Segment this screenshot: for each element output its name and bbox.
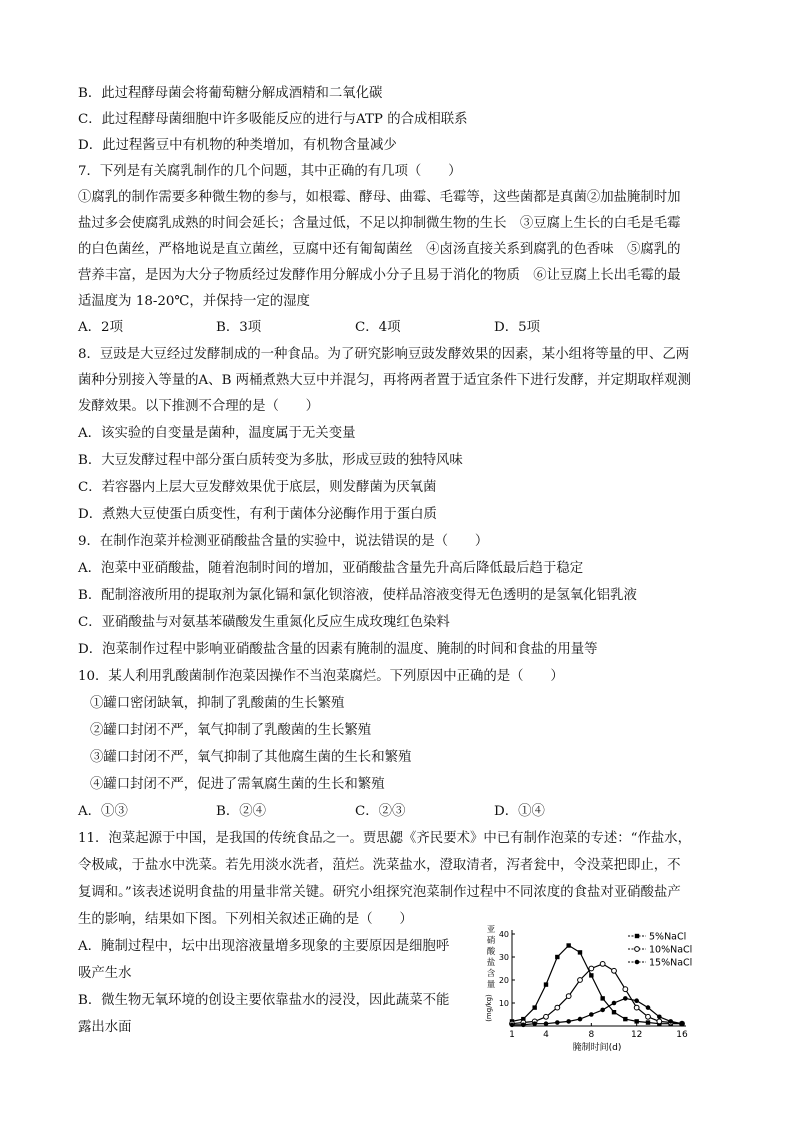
data-point-15pct <box>578 1017 583 1022</box>
q9-option-d: D．泡菜制作过程中影响亚硝酸盐含量的因素有腌制的温度、腌制的时间和食盐的用量等 <box>78 642 598 657</box>
data-point-10pct <box>623 987 628 992</box>
data-point-10pct <box>566 994 571 999</box>
legend-label: 5%NaCl <box>649 931 687 943</box>
q7-body-line: 盐过多会使腐乳成熟的时间会延长；含量过低，不足以抑制微生物的生长 ③豆腐上生长的白毛是毛霉 <box>78 216 681 231</box>
data-point-5pct <box>600 996 604 1000</box>
x-axis-label: 腌制时间(d) <box>572 1043 622 1052</box>
y-tick-label: 10 <box>498 999 509 1008</box>
y-tick-label: 20 <box>498 976 509 985</box>
q9-option-a: A．泡菜中亚硝酸盐，随着泡制时间的增加，亚硝酸盐含量先升高后降低最后趋于稳定 <box>78 561 584 576</box>
q10-option-a: A．①③ <box>78 804 128 819</box>
q10-stem: 10．某人利用乳酸菌制作泡菜因操作不当泡菜腐烂。下列原因中正确的是（ ） <box>78 669 564 684</box>
q11-stem-line: 复调和。”该表述说明食盐的用量非常关键。研究小组探究泡菜制作过程中不同浓度的食盐对亚硝酸盐产 <box>78 885 681 900</box>
data-point-10pct <box>589 966 594 971</box>
data-point-10pct <box>634 1005 639 1010</box>
q8-option-c: C．若容器内上层大豆发酵效果优于底层，则发酵菌为厌氧菌 <box>78 480 437 495</box>
data-point-15pct <box>521 1023 526 1028</box>
q8-option-a: A．该实验的自变量是菌种，温度属于无关变量 <box>78 426 356 441</box>
q7-option-b: B．3项 <box>216 320 262 335</box>
q11-option-a-line: 吸产生水 <box>78 966 132 981</box>
data-point-15pct <box>544 1021 549 1026</box>
q11-option-b-line: 露出水面 <box>78 1020 132 1035</box>
data-point-5pct <box>589 973 593 977</box>
legend-marker <box>635 934 639 938</box>
q8-option-b: B．大豆发酵过程中部分蛋白质转变为多肽，形成豆豉的独特风味 <box>78 453 463 468</box>
data-point-5pct <box>646 1020 650 1024</box>
y-tick-label: 30 <box>498 953 509 962</box>
data-point-10pct <box>555 1005 560 1010</box>
q11-stem-line: 令极咸，于盐水中洗菜。若先用淡水洗者，菹烂。洗菜盐水，澄取清者，泻者瓮中，令没菜把即止，不 <box>78 858 681 873</box>
y-axis-label-char: 盐 <box>486 958 496 968</box>
data-point-15pct <box>532 1021 537 1026</box>
data-point-15pct <box>566 1019 571 1024</box>
q11-option-b-line: B．微生物无氧环境的创设主要依靠盐水的浸没，因此蔬菜不能 <box>78 993 450 1008</box>
q10-option-d: D．①④ <box>494 804 545 819</box>
q10-item: ③罐口封闭不严，氧气抑制了其他腐生菌的生长和繁殖 <box>90 750 412 765</box>
q9-option-b: B．配制溶液所用的提取剂为氯化镉和氯化钡溶液，使样品溶液变得无色透明的是氢氧化铝乳液 <box>78 588 637 603</box>
q8-option-d: D．煮熟大豆使蛋白质变性，有利于菌体分泌酶作用于蛋白质 <box>78 507 437 522</box>
q8-stem-line: 发酵效果。以下推测不合理的是（ ） <box>78 399 320 414</box>
q9-stem: 9．在制作泡菜并检测亚硝酸盐含量的实验中，说法错误的是（ ） <box>78 534 489 549</box>
q11-stem-line: 11．泡菜起源于中国，是我国的传统食品之一。贾思勰《齐民要术》中已有制作泡菜的专述：“作盐水， <box>78 831 692 846</box>
q6-option-b: B．此过程酵母菌会将葡萄糖分解成酒精和二氧化碳 <box>78 86 383 101</box>
data-point-15pct <box>555 1020 560 1025</box>
nitrite-line-chart <box>480 922 716 1052</box>
q10-item: ②罐口封闭不严，氧气抑制了乳酸菌的生长繁殖 <box>90 723 372 738</box>
q7-body-line: 营养丰富，是因为大分子物质经过发酵作用分解成小分子且易于消化的物质 ⑥让豆腐上长出毛霉的最 <box>78 268 681 283</box>
y-axis-label-char: 亚 <box>486 925 496 935</box>
data-point-15pct <box>657 1015 662 1020</box>
data-point-5pct <box>634 1019 638 1023</box>
data-point-5pct <box>532 1005 536 1009</box>
data-point-5pct <box>566 943 570 947</box>
data-point-15pct <box>668 1019 673 1024</box>
y-tick-label: 40 <box>498 930 509 939</box>
y-axis-label-unit: (mg/kg) <box>485 994 493 1022</box>
data-point-5pct <box>612 1010 616 1014</box>
q8-stem-line: 菌种分别接入等量的A、B 两桶煮熟大豆中并混匀，再将两者置于适宜条件下进行发酵，并定期取样观测 <box>78 373 691 388</box>
legend-marker <box>635 947 640 952</box>
q10-option-c: C．②③ <box>355 804 406 819</box>
q7-option-c: C．4项 <box>355 320 401 335</box>
q11-option-a-line: A．腌制过程中，坛中出现溶液量增多现象的主要原因是细胞呼 <box>78 939 450 954</box>
x-tick-label: 12 <box>630 1030 643 1040</box>
data-point-15pct <box>589 1012 594 1017</box>
data-point-10pct <box>646 1014 651 1019</box>
data-point-5pct <box>555 955 559 959</box>
data-point-15pct <box>646 1005 651 1010</box>
data-point-10pct <box>612 968 617 973</box>
q7-option-d: D．5项 <box>494 320 541 335</box>
data-point-10pct <box>544 1014 549 1019</box>
data-point-5pct <box>623 1017 627 1021</box>
data-point-15pct <box>600 1008 605 1013</box>
y-axis-label-char: 硝 <box>486 936 496 946</box>
q8-stem-line: 8．豆豉是大豆经过发酵制成的一种食品。为了研究影响豆豉发酵效果的因素，某小组将等量的甲、乙两 <box>78 347 690 362</box>
legend-marker <box>635 960 640 965</box>
q7-body-line: 的白色菌丝，严格地说是直立菌丝，豆腐中还有匍匐菌丝 ④卤汤直接关系到腐乳的色香味 ⑤腐乳的 <box>78 242 681 257</box>
legend-label: 15%NaCl <box>649 957 693 969</box>
q7-stem: 7．下列是有关腐乳制作的几个问题，其中正确的有几项（ ） <box>78 164 462 179</box>
q11-stem-line: 生的影响，结果如下图。下列相关叙述正确的是（ ） <box>78 912 413 927</box>
legend-label: 10%NaCl <box>649 944 693 956</box>
data-point-15pct <box>623 996 628 1001</box>
data-point-10pct <box>600 962 605 967</box>
x-tick-label: 8 <box>588 1030 595 1040</box>
x-tick-label: 1 <box>509 1030 515 1040</box>
q7-body-line: 适温度为 18-20℃，并保持一定的湿度 <box>78 294 310 309</box>
data-point-15pct <box>510 1023 515 1028</box>
y-axis-label-char: 量 <box>486 980 496 990</box>
data-point-15pct <box>680 1021 685 1026</box>
data-point-10pct <box>578 978 583 983</box>
x-tick-label: 4 <box>543 1030 549 1040</box>
data-point-10pct <box>657 1019 662 1024</box>
data-point-5pct <box>578 950 582 954</box>
y-axis-label-char: 酸 <box>486 947 496 957</box>
x-tick-label: 16 <box>676 1030 688 1040</box>
q10-item: ④罐口封闭不严，促进了需氧腐生菌的生长和繁殖 <box>90 777 385 792</box>
q9-option-c: C．亚硝酸盐与对氨基苯磺酸发生重氮化反应生成玫瑰红色染料 <box>78 615 450 630</box>
data-point-15pct <box>612 1001 617 1006</box>
q6-option-c: C．此过程酵母菌细胞中许多吸能反应的进行与ATP 的合成相联系 <box>78 112 468 127</box>
q10-item: ①罐口密闭缺氧，抑制了乳酸菌的生长繁殖 <box>90 696 345 711</box>
q10-option-b: B．②④ <box>216 804 267 819</box>
q7-body-line: ①腐乳的制作需要多种微生物的参与，如根霉、酵母、曲霉、毛霉等，这些菌都是真菌②加盐腌制时加 <box>78 190 681 205</box>
q6-option-d: D．此过程酱豆中有机物的种类增加，有机物含量减少 <box>78 138 397 153</box>
data-point-5pct <box>544 982 548 986</box>
data-point-15pct <box>634 998 639 1003</box>
q7-option-a: A．2项 <box>78 320 123 335</box>
y-axis-label-char: 含 <box>486 969 496 979</box>
